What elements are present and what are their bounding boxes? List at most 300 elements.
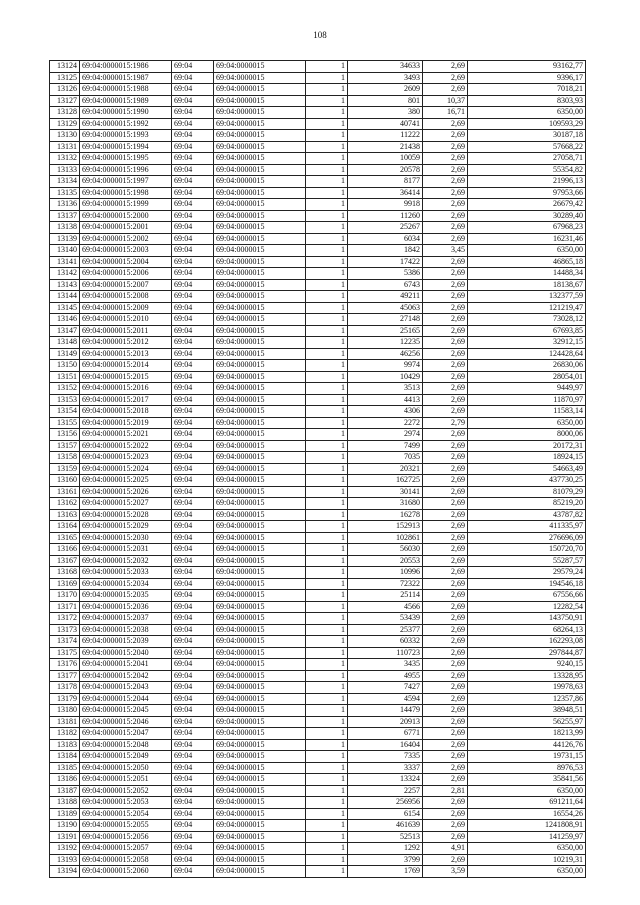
cadastral-number-cell: 69:04:0000015:2032: [80, 555, 172, 567]
row-number-cell: 13135: [50, 187, 80, 199]
amount-cell: 194546,18: [468, 578, 586, 590]
rate-cell: 2,69: [423, 854, 468, 866]
rate-cell: 2,69: [423, 72, 468, 84]
rate-cell: 2,69: [423, 831, 468, 843]
amount-cell: 16554,26: [468, 808, 586, 820]
table-row: [50, 578, 586, 590]
amount-cell: 21996,13: [468, 176, 586, 188]
district-code-cell: 69:04: [172, 498, 214, 510]
table-row: [50, 406, 586, 418]
area-cell: 25377: [348, 624, 423, 636]
count-cell: 1: [306, 371, 348, 383]
area-cell: 3493: [348, 72, 423, 84]
quarter-code-cell: 69:04:0000015: [214, 797, 306, 809]
count-cell: 1: [306, 797, 348, 809]
rate-cell: 2,81: [423, 785, 468, 797]
quarter-code-cell: 69:04:0000015: [214, 475, 306, 487]
quarter-code-cell: 69:04:0000015: [214, 383, 306, 395]
amount-cell: 18213,99: [468, 728, 586, 740]
count-cell: 1: [306, 199, 348, 211]
rate-cell: 2,69: [423, 762, 468, 774]
table-row: [50, 670, 586, 682]
table-row: [50, 383, 586, 395]
count-cell: 1: [306, 279, 348, 291]
table-row: [50, 567, 586, 579]
count-cell: 1: [306, 325, 348, 337]
rate-cell: 2,69: [423, 153, 468, 165]
area-cell: 9974: [348, 360, 423, 372]
cadastral-number-cell: 69:04:0000015:1994: [80, 141, 172, 153]
amount-cell: 162293,08: [468, 636, 586, 648]
cadastral-number-cell: 69:04:0000015:2007: [80, 279, 172, 291]
area-cell: 4413: [348, 394, 423, 406]
rate-cell: 2,69: [423, 532, 468, 544]
district-code-cell: 69:04: [172, 95, 214, 107]
cadastral-number-cell: 69:04:0000015:2042: [80, 670, 172, 682]
rate-cell: 2,69: [423, 774, 468, 786]
district-code-cell: 69:04: [172, 728, 214, 740]
table-row: [50, 429, 586, 441]
table-row: [50, 268, 586, 280]
amount-cell: 57668,22: [468, 141, 586, 153]
count-cell: 1: [306, 578, 348, 590]
quarter-code-cell: 69:04:0000015: [214, 107, 306, 119]
cadastral-number-cell: 69:04:0000015:2050: [80, 762, 172, 774]
district-code-cell: 69:04: [172, 854, 214, 866]
amount-cell: 26830,06: [468, 360, 586, 372]
district-code-cell: 69:04: [172, 107, 214, 119]
amount-cell: 30289,40: [468, 210, 586, 222]
district-code-cell: 69:04: [172, 130, 214, 142]
cadastral-number-cell: 69:04:0000015:2044: [80, 693, 172, 705]
quarter-code-cell: 69:04:0000015: [214, 325, 306, 337]
quarter-code-cell: 69:04:0000015: [214, 854, 306, 866]
count-cell: 1: [306, 452, 348, 464]
area-cell: 7427: [348, 682, 423, 694]
row-number-cell: 13166: [50, 544, 80, 556]
cadastral-number-cell: 69:04:0000015:2040: [80, 647, 172, 659]
quarter-code-cell: 69:04:0000015: [214, 314, 306, 326]
area-cell: 3513: [348, 383, 423, 395]
amount-cell: 67556,66: [468, 590, 586, 602]
district-code-cell: 69:04: [172, 245, 214, 257]
district-code-cell: 69:04: [172, 567, 214, 579]
count-cell: 1: [306, 406, 348, 418]
amount-cell: 10219,31: [468, 854, 586, 866]
district-code-cell: 69:04: [172, 762, 214, 774]
quarter-code-cell: 69:04:0000015: [214, 866, 306, 878]
count-cell: 1: [306, 774, 348, 786]
rate-cell: 2,69: [423, 659, 468, 671]
rate-cell: 2,69: [423, 256, 468, 268]
cadastral-number-cell: 69:04:0000015:1989: [80, 95, 172, 107]
quarter-code-cell: 69:04:0000015: [214, 210, 306, 222]
district-code-cell: 69:04: [172, 705, 214, 717]
table-row: [50, 84, 586, 96]
table-row: [50, 624, 586, 636]
row-number-cell: 13187: [50, 785, 80, 797]
table-row: [50, 107, 586, 119]
area-cell: 45063: [348, 302, 423, 314]
quarter-code-cell: 69:04:0000015: [214, 360, 306, 372]
rate-cell: 2,69: [423, 601, 468, 613]
table-row: [50, 222, 586, 234]
cadastral-number-cell: 69:04:0000015:2026: [80, 486, 172, 498]
row-number-cell: 13127: [50, 95, 80, 107]
rate-cell: 2,69: [423, 199, 468, 211]
register-body: [50, 61, 586, 878]
count-cell: 1: [306, 348, 348, 360]
rate-cell: 2,69: [423, 130, 468, 142]
cadastral-number-cell: 69:04:0000015:2010: [80, 314, 172, 326]
district-code-cell: 69:04: [172, 176, 214, 188]
district-code-cell: 69:04: [172, 751, 214, 763]
district-code-cell: 69:04: [172, 843, 214, 855]
amount-cell: 6350,00: [468, 417, 586, 429]
rate-cell: 2,69: [423, 314, 468, 326]
cadastral-number-cell: 69:04:0000015:2016: [80, 383, 172, 395]
row-number-cell: 13130: [50, 130, 80, 142]
area-cell: 17422: [348, 256, 423, 268]
area-cell: 52513: [348, 831, 423, 843]
amount-cell: 56255,97: [468, 716, 586, 728]
area-cell: 16278: [348, 509, 423, 521]
quarter-code-cell: 69:04:0000015: [214, 72, 306, 84]
amount-cell: 6350,00: [468, 107, 586, 119]
row-number-cell: 13147: [50, 325, 80, 337]
area-cell: 6743: [348, 279, 423, 291]
quarter-code-cell: 69:04:0000015: [214, 843, 306, 855]
cadastral-number-cell: 69:04:0000015:2009: [80, 302, 172, 314]
table-row: [50, 440, 586, 452]
rate-cell: 4,91: [423, 843, 468, 855]
quarter-code-cell: 69:04:0000015: [214, 417, 306, 429]
quarter-code-cell: 69:04:0000015: [214, 578, 306, 590]
district-code-cell: 69:04: [172, 808, 214, 820]
count-cell: 1: [306, 256, 348, 268]
row-number-cell: 13180: [50, 705, 80, 717]
row-number-cell: 13175: [50, 647, 80, 659]
amount-cell: 67968,23: [468, 222, 586, 234]
row-number-cell: 13156: [50, 429, 80, 441]
row-number-cell: 13177: [50, 670, 80, 682]
district-code-cell: 69:04: [172, 72, 214, 84]
cadastral-number-cell: 69:04:0000015:2056: [80, 831, 172, 843]
count-cell: 1: [306, 302, 348, 314]
area-cell: 11260: [348, 210, 423, 222]
quarter-code-cell: 69:04:0000015: [214, 130, 306, 142]
area-cell: 11222: [348, 130, 423, 142]
amount-cell: 18138,67: [468, 279, 586, 291]
area-cell: 6154: [348, 808, 423, 820]
row-number-cell: 13129: [50, 118, 80, 130]
cadastral-number-cell: 69:04:0000015:1992: [80, 118, 172, 130]
amount-cell: 109593,29: [468, 118, 586, 130]
table-row: [50, 498, 586, 510]
rate-cell: 2,69: [423, 705, 468, 717]
rate-cell: 2,69: [423, 739, 468, 751]
table-row: [50, 314, 586, 326]
quarter-code-cell: 69:04:0000015: [214, 624, 306, 636]
quarter-code-cell: 69:04:0000015: [214, 429, 306, 441]
table-row: [50, 521, 586, 533]
rate-cell: 2,69: [423, 325, 468, 337]
district-code-cell: 69:04: [172, 222, 214, 234]
count-cell: 1: [306, 555, 348, 567]
cadastral-number-cell: 69:04:0000015:2041: [80, 659, 172, 671]
cadastral-number-cell: 69:04:0000015:2006: [80, 268, 172, 280]
amount-cell: 6350,00: [468, 866, 586, 878]
area-cell: 8177: [348, 176, 423, 188]
district-code-cell: 69:04: [172, 486, 214, 498]
district-code-cell: 69:04: [172, 636, 214, 648]
cadastral-number-cell: 69:04:0000015:2038: [80, 624, 172, 636]
cadastral-number-cell: 69:04:0000015:2035: [80, 590, 172, 602]
area-cell: 72322: [348, 578, 423, 590]
quarter-code-cell: 69:04:0000015: [214, 371, 306, 383]
table-row: [50, 325, 586, 337]
count-cell: 1: [306, 222, 348, 234]
cadastral-number-cell: 69:04:0000015:2025: [80, 475, 172, 487]
cadastral-number-cell: 69:04:0000015:2023: [80, 452, 172, 464]
amount-cell: 32912,15: [468, 337, 586, 349]
count-cell: 1: [306, 636, 348, 648]
rate-cell: 2,69: [423, 578, 468, 590]
quarter-code-cell: 69:04:0000015: [214, 705, 306, 717]
district-code-cell: 69:04: [172, 532, 214, 544]
quarter-code-cell: 69:04:0000015: [214, 739, 306, 751]
amount-cell: 9449,97: [468, 383, 586, 395]
amount-cell: 35841,56: [468, 774, 586, 786]
quarter-code-cell: 69:04:0000015: [214, 348, 306, 360]
amount-cell: 30187,18: [468, 130, 586, 142]
rate-cell: 2,69: [423, 268, 468, 280]
area-cell: 20578: [348, 164, 423, 176]
amount-cell: 44126,76: [468, 739, 586, 751]
rate-cell: 2,69: [423, 176, 468, 188]
quarter-code-cell: 69:04:0000015: [214, 785, 306, 797]
amount-cell: 81079,29: [468, 486, 586, 498]
quarter-code-cell: 69:04:0000015: [214, 302, 306, 314]
amount-cell: 150720,70: [468, 544, 586, 556]
cadastral-number-cell: 69:04:0000015:2014: [80, 360, 172, 372]
rate-cell: 2,69: [423, 647, 468, 659]
table-row: [50, 118, 586, 130]
cadastral-number-cell: 69:04:0000015:1999: [80, 199, 172, 211]
rate-cell: 2,69: [423, 164, 468, 176]
table-row: [50, 682, 586, 694]
district-code-cell: 69:04: [172, 210, 214, 222]
quarter-code-cell: 69:04:0000015: [214, 693, 306, 705]
cadastral-number-cell: 69:04:0000015:2047: [80, 728, 172, 740]
table-row: [50, 854, 586, 866]
amount-cell: 27058,71: [468, 153, 586, 165]
cadastral-number-cell: 69:04:0000015:2003: [80, 245, 172, 257]
table-row: [50, 774, 586, 786]
rate-cell: 2,69: [423, 348, 468, 360]
count-cell: 1: [306, 291, 348, 303]
row-number-cell: 13160: [50, 475, 80, 487]
quarter-code-cell: 69:04:0000015: [214, 670, 306, 682]
row-number-cell: 13167: [50, 555, 80, 567]
area-cell: 110723: [348, 647, 423, 659]
cadastral-number-cell: 69:04:0000015:2029: [80, 521, 172, 533]
rate-cell: 2,69: [423, 555, 468, 567]
count-cell: 1: [306, 61, 348, 73]
area-cell: 4306: [348, 406, 423, 418]
cadastral-number-cell: 69:04:0000015:2031: [80, 544, 172, 556]
table-row: [50, 739, 586, 751]
cadastral-number-cell: 69:04:0000015:2017: [80, 394, 172, 406]
area-cell: 25267: [348, 222, 423, 234]
cadastral-number-cell: 69:04:0000015:1987: [80, 72, 172, 84]
count-cell: 1: [306, 670, 348, 682]
amount-cell: 8976,53: [468, 762, 586, 774]
table-row: [50, 693, 586, 705]
cadastral-number-cell: 69:04:0000015:2036: [80, 601, 172, 613]
row-number-cell: 13189: [50, 808, 80, 820]
district-code-cell: 69:04: [172, 302, 214, 314]
area-cell: 801: [348, 95, 423, 107]
quarter-code-cell: 69:04:0000015: [214, 394, 306, 406]
area-cell: 3337: [348, 762, 423, 774]
cadastral-number-cell: 69:04:0000015:2011: [80, 325, 172, 337]
district-code-cell: 69:04: [172, 141, 214, 153]
row-number-cell: 13134: [50, 176, 80, 188]
area-cell: 20913: [348, 716, 423, 728]
table-row: [50, 61, 586, 73]
area-cell: 56030: [348, 544, 423, 556]
table-row: [50, 716, 586, 728]
rate-cell: 2,69: [423, 233, 468, 245]
rate-cell: 2,69: [423, 544, 468, 556]
area-cell: 40741: [348, 118, 423, 130]
row-number-cell: 13158: [50, 452, 80, 464]
quarter-code-cell: 69:04:0000015: [214, 716, 306, 728]
district-code-cell: 69:04: [172, 348, 214, 360]
row-number-cell: 13176: [50, 659, 80, 671]
row-number-cell: 13154: [50, 406, 80, 418]
count-cell: 1: [306, 820, 348, 832]
cadastral-number-cell: 69:04:0000015:2024: [80, 463, 172, 475]
cadastral-number-cell: 69:04:0000015:2048: [80, 739, 172, 751]
count-cell: 1: [306, 210, 348, 222]
area-cell: 6034: [348, 233, 423, 245]
row-number-cell: 13128: [50, 107, 80, 119]
area-cell: 6771: [348, 728, 423, 740]
cadastral-number-cell: 69:04:0000015:2008: [80, 291, 172, 303]
quarter-code-cell: 69:04:0000015: [214, 521, 306, 533]
row-number-cell: 13165: [50, 532, 80, 544]
quarter-code-cell: 69:04:0000015: [214, 452, 306, 464]
rate-cell: 2,69: [423, 808, 468, 820]
count-cell: 1: [306, 532, 348, 544]
count-cell: 1: [306, 360, 348, 372]
quarter-code-cell: 69:04:0000015: [214, 440, 306, 452]
area-cell: 461639: [348, 820, 423, 832]
rate-cell: 2,69: [423, 463, 468, 475]
quarter-code-cell: 69:04:0000015: [214, 762, 306, 774]
amount-cell: 19731,15: [468, 751, 586, 763]
rate-cell: 2,69: [423, 302, 468, 314]
table-row: [50, 302, 586, 314]
table-row: [50, 705, 586, 717]
cadastral-number-cell: 69:04:0000015:1995: [80, 153, 172, 165]
district-code-cell: 69:04: [172, 233, 214, 245]
table-row: [50, 187, 586, 199]
count-cell: 1: [306, 417, 348, 429]
cadastral-number-cell: 69:04:0000015:2055: [80, 820, 172, 832]
count-cell: 1: [306, 866, 348, 878]
amount-cell: 55354,82: [468, 164, 586, 176]
row-number-cell: 13142: [50, 268, 80, 280]
district-code-cell: 69:04: [172, 509, 214, 521]
district-code-cell: 69:04: [172, 693, 214, 705]
count-cell: 1: [306, 659, 348, 671]
table-row: [50, 820, 586, 832]
count-cell: 1: [306, 567, 348, 579]
district-code-cell: 69:04: [172, 291, 214, 303]
cadastral-number-cell: 69:04:0000015:2013: [80, 348, 172, 360]
row-number-cell: 13179: [50, 693, 80, 705]
district-code-cell: 69:04: [172, 429, 214, 441]
cadastral-number-cell: 69:04:0000015:2058: [80, 854, 172, 866]
amount-cell: 437730,25: [468, 475, 586, 487]
area-cell: 380: [348, 107, 423, 119]
count-cell: 1: [306, 590, 348, 602]
table-row: [50, 762, 586, 774]
amount-cell: 18924,15: [468, 452, 586, 464]
count-cell: 1: [306, 624, 348, 636]
count-cell: 1: [306, 808, 348, 820]
count-cell: 1: [306, 498, 348, 510]
table-row: [50, 141, 586, 153]
amount-cell: 67693,85: [468, 325, 586, 337]
amount-cell: 141259,97: [468, 831, 586, 843]
count-cell: 1: [306, 233, 348, 245]
table-row: [50, 291, 586, 303]
cadastral-number-cell: 69:04:0000015:2002: [80, 233, 172, 245]
district-code-cell: 69:04: [172, 624, 214, 636]
district-code-cell: 69:04: [172, 659, 214, 671]
cadastral-number-cell: 69:04:0000015:2021: [80, 429, 172, 441]
cadastral-number-cell: 69:04:0000015:2051: [80, 774, 172, 786]
amount-cell: 46865,18: [468, 256, 586, 268]
area-cell: 21438: [348, 141, 423, 153]
count-cell: 1: [306, 245, 348, 257]
rate-cell: 2,69: [423, 360, 468, 372]
cadastral-number-cell: 69:04:0000015:2049: [80, 751, 172, 763]
district-code-cell: 69:04: [172, 314, 214, 326]
rate-cell: 2,69: [423, 118, 468, 130]
district-code-cell: 69:04: [172, 739, 214, 751]
cadastral-number-cell: 69:04:0000015:2060: [80, 866, 172, 878]
row-number-cell: 13126: [50, 84, 80, 96]
amount-cell: 6350,00: [468, 785, 586, 797]
amount-cell: 411335,97: [468, 521, 586, 533]
quarter-code-cell: 69:04:0000015: [214, 659, 306, 671]
quarter-code-cell: 69:04:0000015: [214, 164, 306, 176]
district-code-cell: 69:04: [172, 578, 214, 590]
count-cell: 1: [306, 153, 348, 165]
amount-cell: 12357,86: [468, 693, 586, 705]
cadastral-number-cell: 69:04:0000015:2046: [80, 716, 172, 728]
row-number-cell: 13190: [50, 820, 80, 832]
cadastral-number-cell: 69:04:0000015:1997: [80, 176, 172, 188]
area-cell: 10059: [348, 153, 423, 165]
count-cell: 1: [306, 72, 348, 84]
area-cell: 9918: [348, 199, 423, 211]
